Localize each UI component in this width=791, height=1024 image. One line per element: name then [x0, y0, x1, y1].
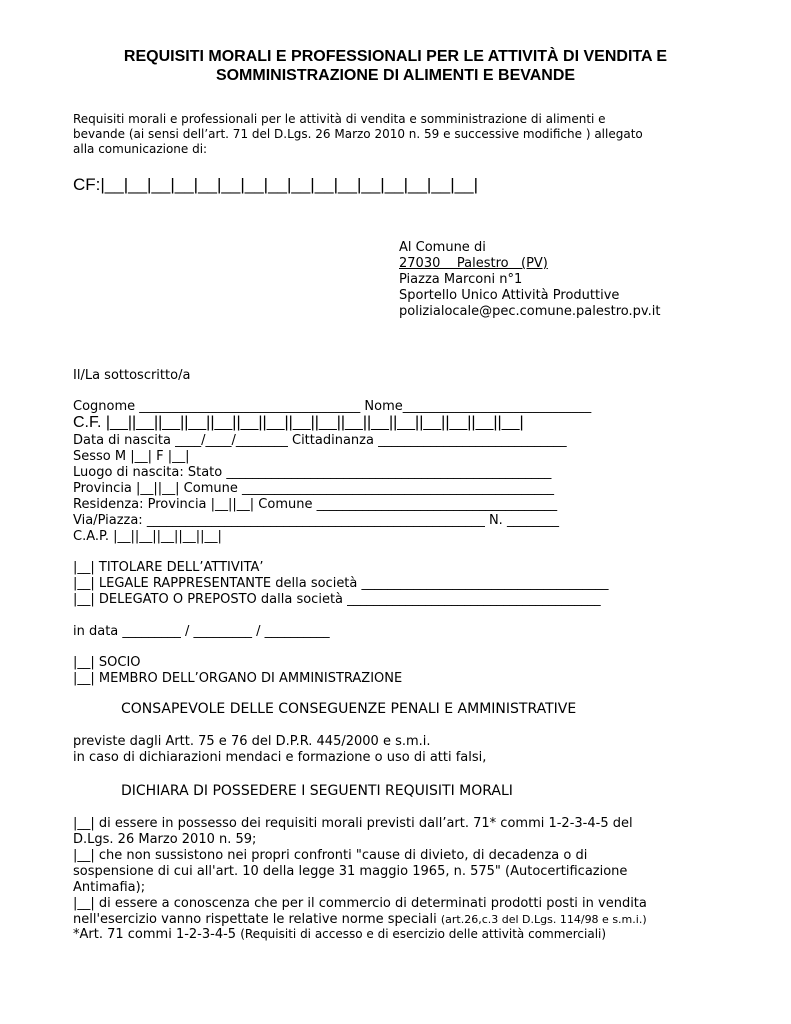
address-email: polizialocale@pec.comune.palestro.pv.it: [399, 304, 661, 319]
option-socio: |__| SOCIO: [73, 655, 141, 670]
data-field: in data _________ / _________ / __________: [73, 624, 330, 639]
dichiara-footnote: [73, 927, 606, 942]
footnote-text: *Art. 71 commi 1-2-3-4-5: [73, 927, 241, 942]
luogo-nascita-field: Luogo di nascita: Stato __________________________________________________: [73, 465, 552, 480]
consapevole-heading: CONSAPEVOLE DELLE CONSEGUENZE PENALI E AMMINISTRATIVE: [121, 701, 577, 717]
codice-fiscale-field: C.F. |__||__||__||__||__||__||__||__||__||__||__||__||__||__||__||__|: [73, 414, 524, 431]
dichiara-line-3: |__| che non sussistono nei propri confronti "cause di divieto, di decadenza o di: [73, 848, 588, 863]
cf-header-field: CF:|__|__|__|__|__|__|__|__|__|__|__|__|__|__|__|__|: [73, 175, 479, 194]
cognome-nome-field: Cognome __________________________________ Nome_____________________________: [73, 399, 592, 414]
option-titolare: |__| TITOLARE DELL’ATTIVITA’: [73, 560, 264, 575]
address-line-4: Sportello Unico Attività Produttive: [399, 288, 620, 303]
dichiara-line-7-reference: (art.26,c.3 del D.Lgs. 114/98 e s.m.i.): [440, 913, 647, 926]
option-delegato: |__| DELEGATO O PREPOSTO dalla società _______________________________________: [73, 592, 601, 607]
via-piazza-field: Via/Piazza: ____________________________________________________ N. ________: [73, 513, 559, 528]
cap-field: C.A.P. |__||__||__||__||__|: [73, 529, 222, 544]
option-legale-rappresentante: |__| LEGALE RAPPRESENTANTE della società ______________________________________: [73, 576, 609, 591]
address-line-2: 27030 Palestro (PV): [399, 256, 548, 271]
consapevole-line-1: previste dagli Artt. 75 e 76 del D.P.R. 445/2000 e s.m.i.: [73, 734, 431, 749]
dichiara-heading: DICHIARA DI POSSEDERE I SEGUENTI REQUISITI MORALI: [121, 783, 513, 799]
dichiara-line-6: |__| di essere a conoscenza che per il commercio di determinati prodotti posti in vendita: [73, 896, 647, 911]
intro-line-2: bevande (ai sensi dell’art. 71 del D.Lgs. 26 Marzo 2010 n. 59 e successive modifiche ) allegato: [73, 127, 643, 141]
footnote-reference: (Requisiti di accesso e di esercizio delle attività commerciali): [240, 927, 607, 941]
residenza-field: Residenza: Provincia |__||__| Comune _____________________________________: [73, 497, 558, 512]
dichiara-line-7-text: nell'esercizio vanno rispettate le relative norme speciali: [73, 912, 441, 927]
dichiara-line-5: Antimafia);: [73, 880, 146, 895]
title-line-2: SOMMINISTRAZIONE DI ALIMENTI E BEVANDE: [215, 67, 576, 84]
dichiara-line-2: D.Lgs. 26 Marzo 2010 n. 59;: [73, 832, 257, 847]
option-membro: |__| MEMBRO DELL’ORGANO DI AMMINISTRAZIONE: [73, 671, 403, 686]
dichiara-line-4: sospensione di cui all'art. 10 della legge 31 maggio 1965, n. 575" (Autocertificazione: [73, 864, 628, 879]
intro-line-3: alla comunicazione di:: [73, 142, 208, 156]
dichiara-line-1: |__| di essere in possesso dei requisiti morali previsti dall’art. 71* commi 1-2-3-4-5 del: [73, 816, 633, 831]
nascita-field: Data di nascita ____/____/________ Cittadinanza _____________________________: [73, 433, 567, 448]
title-line-1: REQUISITI MORALI E PROFESSIONALI PER LE ATTIVITÀ DI VENDITA E: [123, 48, 668, 65]
address-line-3: Piazza Marconi n°1: [399, 272, 523, 287]
sottoscritto-label: Il/La sottoscritto/a: [73, 368, 191, 383]
sesso-field: Sesso M |__| F |__|: [73, 449, 190, 464]
consapevole-line-2: in caso di dichiarazioni mendaci e formazione o uso di atti falsi,: [73, 750, 487, 765]
provincia-comune-field: Provincia |__||__| Comune ________________________________________________: [73, 481, 554, 496]
intro-line-1: Requisiti morali e professionali per le attività di vendita e somministrazione di alimenti e: [73, 112, 606, 126]
dichiara-line-7: [73, 912, 647, 927]
address-line-1: Al Comune di: [399, 240, 486, 255]
